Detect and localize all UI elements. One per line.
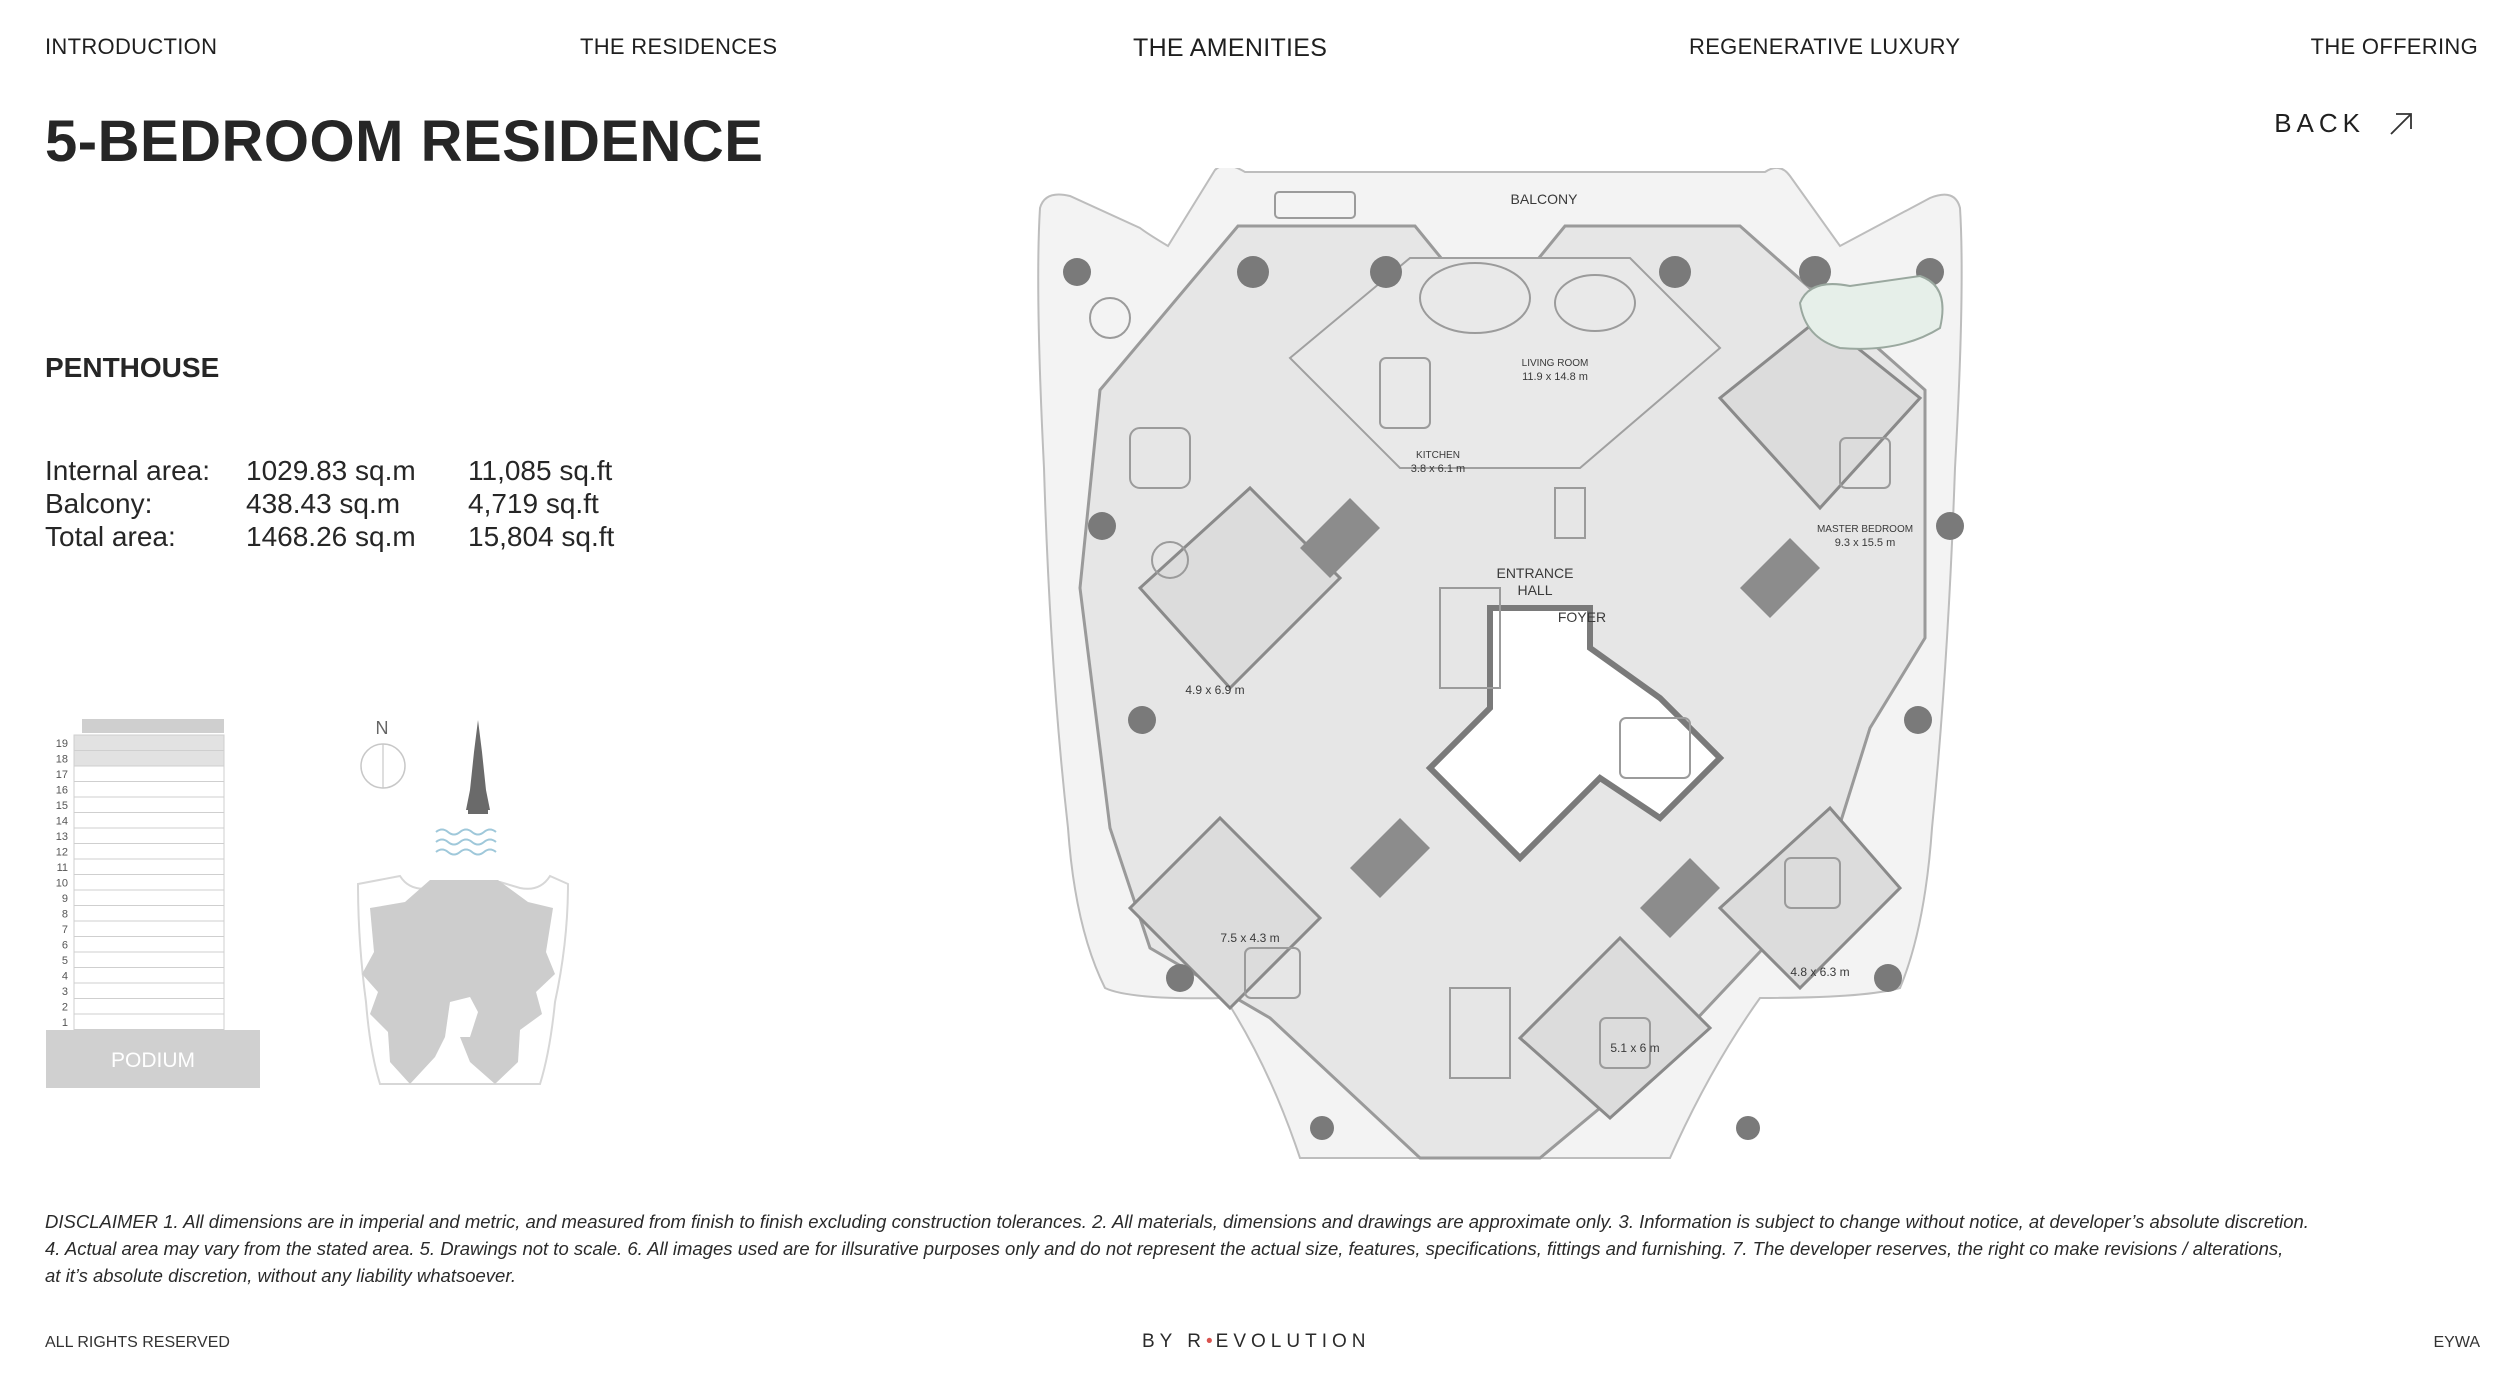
floor-number: 2: [61, 1001, 68, 1014]
disclaimer-line: DISCLAIMER 1. All dimensions are in imperial and metric, and measured from finish to finish excluding construction tolerances. 2. All materials, dimensions and drawings are approximate only. 3. Information is subject to change without notice, at developer’s absolute discretion.: [45, 1211, 2309, 1232]
disclaimer-line: at it’s absolute discretion, without any liability whatsoever.: [45, 1265, 516, 1286]
floor-number: 13: [55, 831, 68, 843]
area-row-total: [45, 520, 614, 553]
floor-number: 11: [56, 862, 68, 874]
footer-rights: ALL RIGHTS RESERVED: [45, 1334, 230, 1351]
pool: [1800, 276, 1943, 349]
area-table: [45, 454, 614, 553]
floor-number: 18: [55, 753, 68, 766]
label-bedroom-right: 4.8 x 6.3 m: [1790, 965, 1850, 979]
area-label: Total area:: [45, 521, 176, 552]
floor-stack: [56, 735, 224, 1030]
floor-band[interactable]: [74, 766, 224, 782]
floor-band[interactable]: [74, 875, 224, 891]
floor-number: 14: [55, 815, 68, 828]
floor-number: 9: [61, 893, 68, 905]
floor-band[interactable]: [74, 921, 224, 937]
area-label: Balcony:: [45, 488, 153, 519]
nav-the-offering[interactable]: THE OFFERING: [2310, 34, 2478, 59]
floor-number: 8: [61, 908, 68, 921]
brand-by: BY R: [1142, 1331, 1207, 1352]
floor-band[interactable]: [74, 859, 224, 875]
area-imperial: 11,085 sq.ft: [468, 455, 613, 486]
floor-number: 17: [55, 769, 68, 781]
floor-number: 1: [61, 1017, 68, 1029]
label-balcony: BALCONY: [1510, 191, 1578, 207]
label-kitchen: KITCHEN: [1416, 450, 1460, 461]
residence-type: PENTHOUSE: [45, 352, 220, 383]
site-orientation-plan: [350, 712, 580, 1097]
nav-introduction[interactable]: INTRODUCTION: [45, 34, 218, 59]
area-label: Internal area:: [45, 455, 210, 486]
area-row-internal: [45, 454, 614, 487]
label-kitchen-dim: 3.8 x 6.1 m: [1410, 463, 1466, 475]
back-label: BACK: [2274, 108, 2365, 138]
floor-number: 15: [55, 800, 68, 812]
floor-band[interactable]: [74, 782, 224, 798]
landmark-tower-icon: [466, 720, 490, 814]
area-metric: 1468.26 sq.m: [246, 521, 416, 552]
floor-band[interactable]: [74, 890, 224, 906]
floor-band[interactable]: [74, 1014, 224, 1030]
nav-regenerative-luxury[interactable]: REGENERATIVE LUXURY: [1689, 34, 1961, 59]
floor-band[interactable]: [74, 797, 224, 813]
label-bedroom-lower-left: 7.5 x 4.3 m: [1220, 931, 1280, 945]
brand-dot: •: [1206, 1331, 1216, 1352]
floor-band[interactable]: [74, 751, 224, 767]
area-row-balcony: [45, 487, 614, 520]
floor-band[interactable]: [74, 906, 224, 922]
label-entrance-hall-line2: HALL: [1517, 582, 1553, 598]
floor-number: 19: [55, 738, 68, 750]
label-living-room: LIVING ROOM: [1521, 358, 1589, 369]
floor-band[interactable]: [74, 937, 224, 953]
brand-name: EVOLUTION: [1215, 1331, 1371, 1352]
floor-band[interactable]: [74, 968, 224, 984]
floor-number: 16: [55, 784, 68, 797]
floor-band[interactable]: [74, 952, 224, 968]
area-imperial: 4,719 sq.ft: [468, 488, 599, 519]
compass-icon: [361, 744, 405, 788]
water-waves-icon: [436, 830, 496, 855]
floor-band[interactable]: [74, 983, 224, 999]
label-living-room-dim: 11.9 x 14.8 m: [1522, 371, 1588, 383]
floor-number: 10: [55, 877, 68, 890]
floor-number: 4: [61, 970, 68, 983]
label-master-bedroom: MASTER BEDROOM: [1816, 524, 1914, 535]
area-imperial: 15,804 sq.ft: [468, 521, 615, 552]
footer-eywa: EYWA: [2433, 1334, 2480, 1351]
penthouse-floor-plan: [1020, 168, 2060, 1173]
disclaimer-line: 4. Actual area may vary from the stated area. 5. Drawings not to scale. 6. All images used are for illsurative purposes only and do not represent the actual size, features, specifications, fittings and furnishing. 7. The developer reserves, the right co make revisions / alterations,: [45, 1238, 2284, 1259]
floor-number: 5: [61, 955, 68, 967]
floor-number: 12: [55, 846, 68, 859]
disclaimer: [45, 1208, 2455, 1289]
back-button[interactable]: [2274, 108, 2415, 139]
floor-band[interactable]: [74, 813, 224, 829]
floor-band[interactable]: [74, 735, 224, 751]
label-bedroom-left: 4.9 x 6.9 m: [1185, 683, 1245, 697]
arrow-up-right-icon: [2387, 110, 2415, 138]
podium-label: PODIUM: [111, 1049, 195, 1072]
nav-the-amenities[interactable]: THE AMENITIES: [1133, 34, 1328, 62]
tower-floor-diagram: [30, 715, 270, 1095]
label-entrance-hall-line1: ENTRANCE: [1496, 565, 1574, 581]
floor-number: 6: [61, 939, 68, 952]
nav-the-residences[interactable]: THE RESIDENCES: [580, 34, 778, 59]
tower-roof: [82, 719, 224, 733]
floor-number: 7: [61, 924, 68, 936]
label-master-bedroom-dim: 9.3 x 15.5 m: [1834, 537, 1896, 549]
page-title: 5-BEDROOM RESIDENCE: [45, 109, 764, 174]
floor-band[interactable]: [74, 828, 224, 844]
floor-number: 3: [61, 986, 68, 998]
brand-logo: [1142, 1331, 1370, 1353]
floor-band[interactable]: [74, 999, 224, 1015]
label-foyer: FOYER: [1557, 609, 1607, 625]
label-bedroom-bottom: 5.1 x 6 m: [1610, 1041, 1660, 1055]
floor-band[interactable]: [74, 844, 224, 860]
north-label: N: [375, 718, 389, 738]
area-metric: 1029.83 sq.m: [246, 455, 416, 486]
area-metric: 438.43 sq.m: [246, 488, 401, 519]
